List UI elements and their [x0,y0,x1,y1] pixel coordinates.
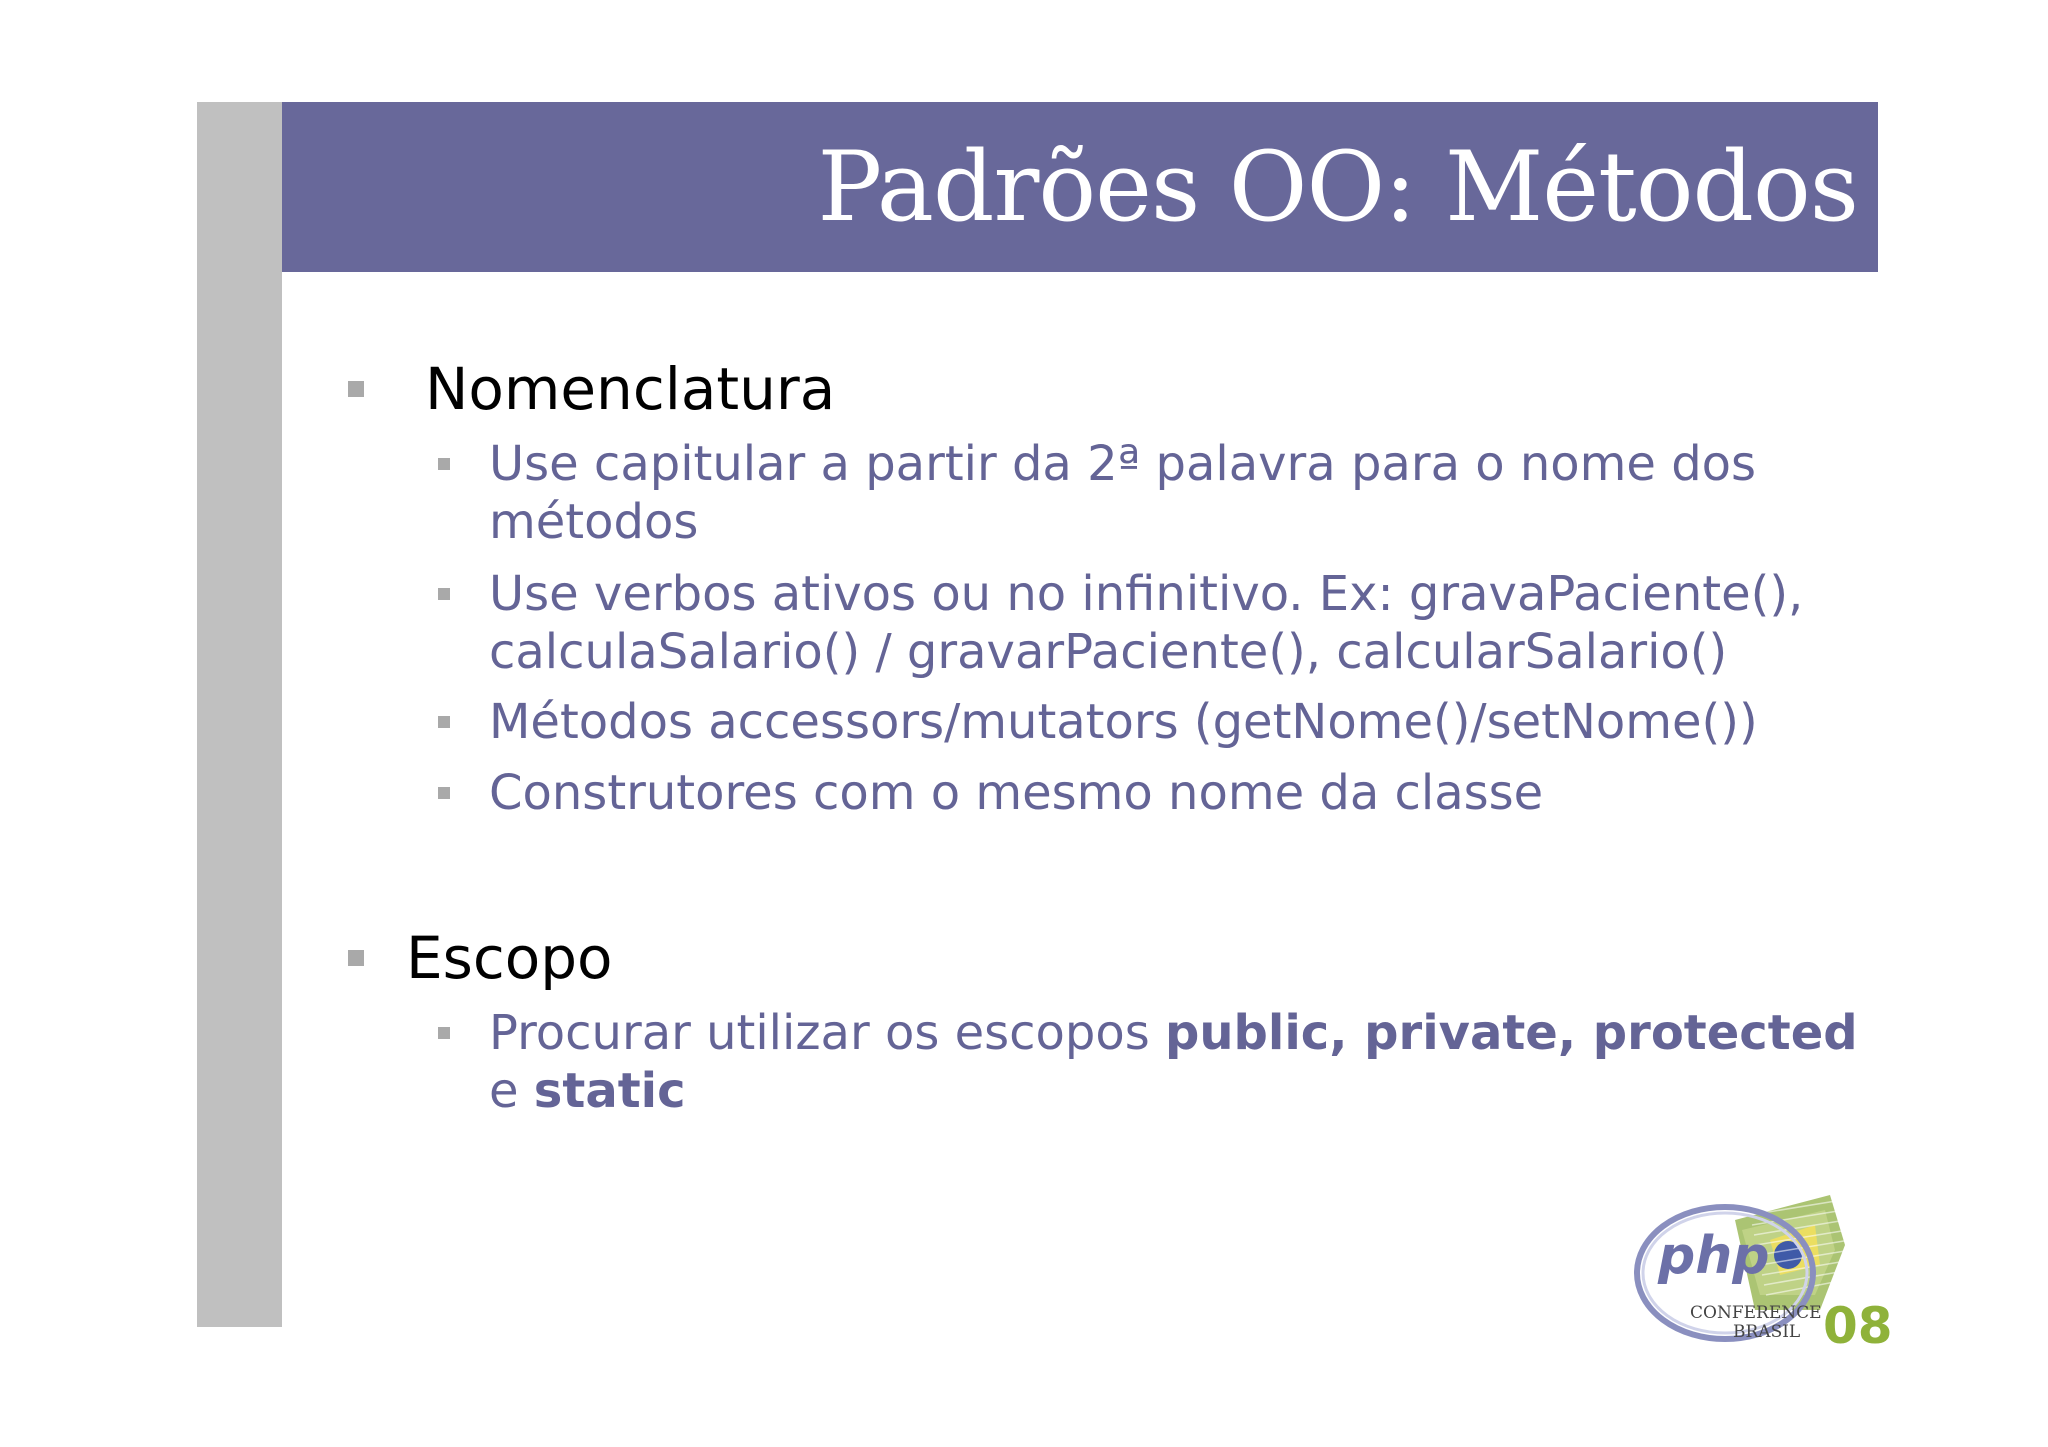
left-accent-bar [197,102,282,1327]
logo-conference-word: CONFERENCE [1690,1303,1822,1323]
logo-php-word: php [1658,1226,1770,1286]
list-item [489,1004,1879,1120]
logo-brasil-word: BRASIL [1733,1322,1801,1342]
list-item: Construtores com o mesmo nome da classe [489,765,1544,821]
list-item: Métodos accessors/mutators (getNome()/setNome()) [489,694,1758,750]
bullet-square-icon [348,381,364,397]
scope-text-prefix: Procurar utilizar os escopos [489,1005,1165,1061]
sub-bullet-square-icon [438,787,450,799]
sub-bullet-square-icon [438,588,450,600]
sub-bullet-square-icon [438,716,450,728]
list-item: Use capitular a partir da 2ª palavra para o nome dos métodos [489,436,1757,550]
section-heading-escopo: Escopo [406,924,613,992]
bullet-square-icon [348,950,364,966]
scope-text-middle: e [489,1063,534,1119]
section-heading-nomenclatura: Nomenclatura [425,355,836,423]
logo-year: 08 [1823,1297,1893,1355]
list-item: Use verbos ativos ou no infinitivo. Ex: gravaPaciente(), calculaSalario() / gravarPaciente(), calcularSalario() [489,566,1804,680]
sub-bullet-square-icon [438,458,450,470]
slide-title: Padrões OO: Métodos [817,131,1858,243]
php-conference-brasil-logo [1630,1195,1900,1355]
scope-keyword-static: static [533,1063,686,1119]
scope-keywords: public, private, protected [1164,1005,1858,1061]
title-band [282,102,1878,272]
sub-bullet-square-icon [438,1027,450,1039]
